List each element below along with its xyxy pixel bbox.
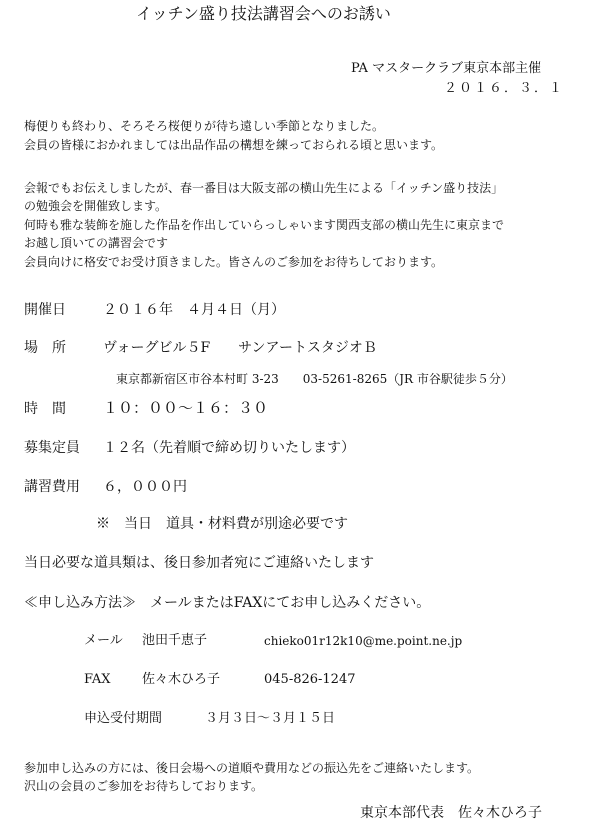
- place-address: 東京都新宿区市谷本村町 3-23 03-5261-8265（JR 市谷駅徒歩５分）: [116, 372, 513, 386]
- body-line-1: 会報でもお伝えしましたが、春一番目は大阪支部の横山先生による「イッチン盛り技法」: [24, 181, 504, 195]
- intro-line-2: 会員の皆様におかれましては出品作品の構想を練っておられる頃と思います。: [24, 138, 444, 152]
- capacity-value: １２名（先着順で締め切りいたします）: [103, 440, 355, 456]
- fax-number: 045-826-1247: [264, 672, 356, 687]
- body-line-2: の勉強会を開催致します。: [24, 199, 168, 213]
- materials-note: ※ 当日 道具・材料費が別途必要です: [96, 516, 348, 532]
- organizer: PA マスタークラブ東京本部主催: [351, 61, 542, 76]
- mail-contact-name: 池田千恵子: [142, 633, 208, 648]
- time-label: 時 間: [24, 401, 66, 417]
- period-value: ３月３日〜３月１５日: [205, 711, 336, 726]
- place-value: ヴォーグビル５F サンアートスタジオＢ: [103, 340, 377, 356]
- date-value: ２０１６年 ４月４日（月）: [103, 302, 285, 318]
- fax-contact-name: 佐々木ひろ子: [142, 672, 221, 687]
- closing-line-1: 参加申し込みの方には、後日会場への道順や費用などの振込先をご連絡いたします。: [24, 761, 480, 775]
- intro-line-1: 梅便りも終わり、そろそろ桜便りが待ち遠しい季節となりました。: [24, 119, 385, 133]
- fee-label: 講習費用: [24, 479, 80, 495]
- tools-notice: 当日必要な道具類は、後日参加者宛にご連絡いたします: [24, 555, 374, 571]
- body-line-3: 何時も雅な装飾を施した作品を作出していらっしゃいます関西支部の横山先生に東京まで: [24, 218, 505, 232]
- apply-heading: ≪申し込み方法≫ メールまたはFAXにてお申し込みください。: [24, 595, 431, 611]
- capacity-label: 募集定員: [24, 440, 80, 456]
- fee-value: ６，０００円: [103, 479, 187, 495]
- body-line-5: 会員向けに格安でお受け頂きました。皆さんのご参加をお待ちしております。: [24, 255, 444, 269]
- fax-label: FAX: [84, 672, 111, 687]
- page-title: イッチン盛り技法講習会へのお誘い: [136, 4, 391, 23]
- document-date: ２０１６．３．１: [444, 81, 565, 96]
- mail-label: メール: [84, 633, 123, 648]
- period-label: 申込受付期間: [84, 711, 163, 726]
- date-label: 開催日: [24, 302, 66, 318]
- place-label: 場 所: [24, 340, 66, 356]
- body-line-4: お越し頂いての講習会です: [24, 236, 169, 250]
- mail-address-link[interactable]: chieko01r12k10@me.point.ne.jp: [264, 634, 463, 648]
- closing-line-2: 沢山の会員のご参加をお待ちしております。: [24, 779, 264, 793]
- time-value: １０：００〜１６：３０: [103, 399, 269, 417]
- signature: 東京本部代表 佐々木ひろ子: [360, 805, 542, 821]
